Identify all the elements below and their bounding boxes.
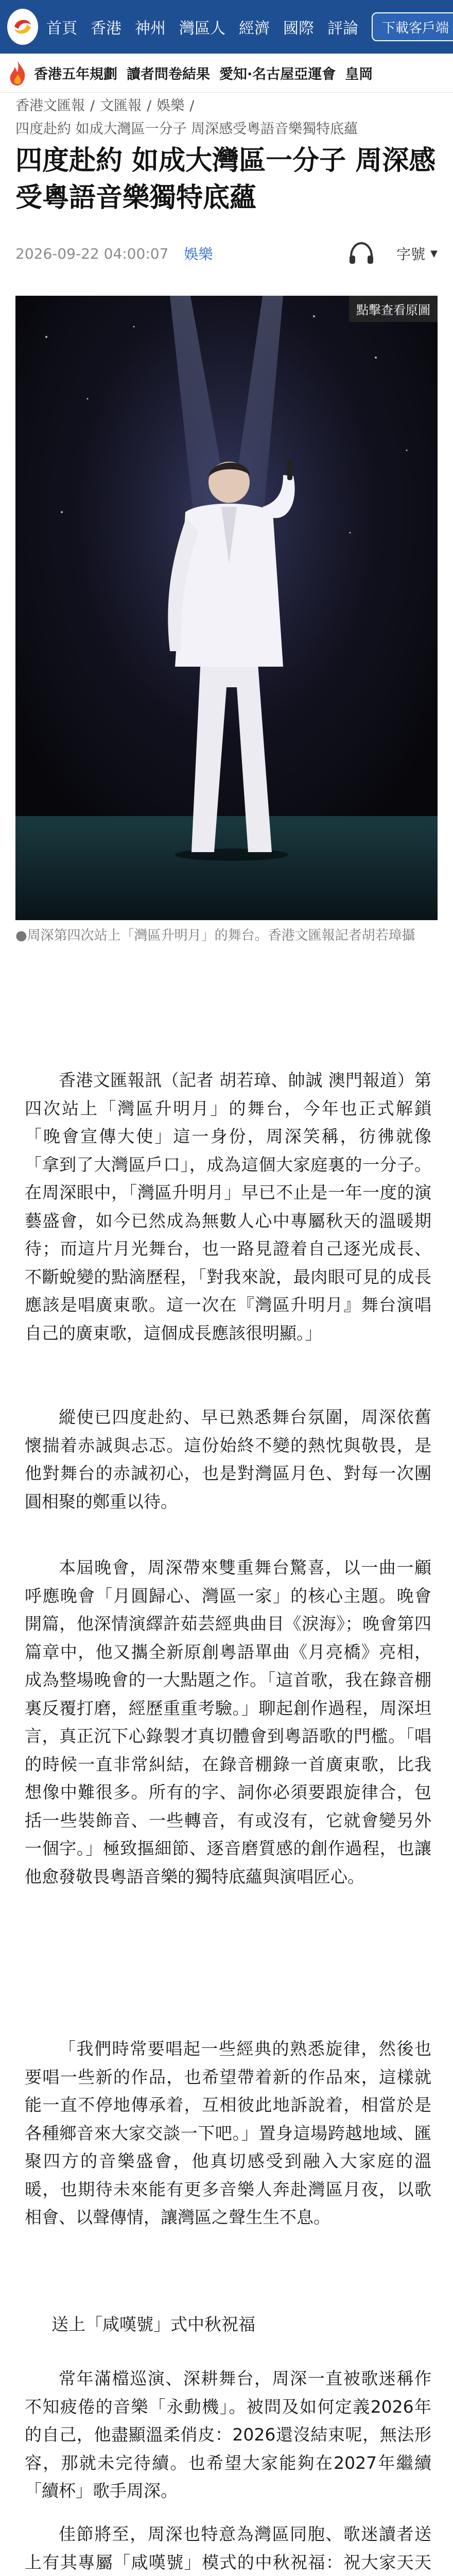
breadcrumb-separator: / [147,98,152,114]
photo-caption: ●周深第四次站上「灣區升明月」的舞台。香港文匯報記者胡若璋攝 [15,928,415,943]
promo-bar [0,54,453,93]
article-paragraph: 佳節將至，周深也特意為灣區同胞、歌迷讀者送上有其專屬「咸嘆號」模式的中秋祝福：祝大家天天 [25,2524,431,2572]
top-nav-bar [0,0,453,54]
promo-item-five-year-plan[interactable]: 香港五年規劃 [34,66,117,82]
article-paragraph: 香港文匯報訊（記者 胡若璋、帥誠 澳門報道）第四次站上「灣區升明月」的舞台，今年也正式解鎖「晚會宣傳大使」這一身份，周深笑稱，彷彿就像「拿到了大灣區戶口」，成為這個大家庭裏的一分子。在周深眼中，「灣區升明月」早已不止是一年一度的演藝盛會，如今已然成為無數人心中專屬秋天的溫暖期待；而這片月光舞台，也一路見證着自己逐光成長、不斷蛻變的點滴歷程，「對我來說，最肉眼可見的成長應該是唱廣東歌。這一次在『灣區升明月』舞台演唱自己的廣東歌，這個成長應該很明顯。」 [25,1070,431,1343]
article-paragraph: 本屆晚會，周深帶來雙重舞台驚喜，以一曲一顧呼應晚會「月圓歸心、灣區一家」的核心主題。晚會開篇，他深情演繹許茹芸經典曲目《淚海》；晚會第四篇章中，他又攜全新原創粵語單曲《月亮橋》亮相，成為整場晚會的一大點題之作。「這首歌，我在錄音棚裏反覆打磨，經歷重重考驗。」聊起創作過程，周深坦言，真正沉下心錄製才真切體會到粵語歌的門檻。「唱的時候一直非常糾結，在錄音棚錄一首廣東歌，比我想像中難很多。所有的字、詞你必須要跟旋律合，包括一些裝飾音、一些轉音，有或沒有，它就會變另外一個字。」極致摳細節、逐音磨質感的創作過程，也讓他愈發敬畏粵語音樂的獨特底蘊與演唱匠心。 [25,1557,431,1887]
article-meta [15,239,438,268]
breadcrumb-separator: / [189,98,195,114]
section-subheading: 送上「咸嘆號」式中秋祝福 [51,2314,255,2334]
promo-item-asian-games[interactable]: 愛知·名古屋亞運會 [219,66,336,82]
promo-item-survey[interactable]: 讀者問卷結果 [127,66,210,82]
breadcrumb-item-wenweipo-hk[interactable]: 香港文匯報 [15,98,85,114]
breadcrumb-item-entertainment[interactable]: 娛樂 [156,98,185,114]
site-logo[interactable] [7,9,38,45]
download-app-button[interactable]: 下載客戶端 [372,12,453,41]
breadcrumb [15,96,199,116]
font-size-button[interactable]: 字號 [396,246,426,263]
view-original-image-button[interactable]: 點擊查看原圖 [349,296,438,322]
breadcrumb-separator: / [90,98,95,114]
nav-item-economy[interactable]: 經濟 [239,20,270,38]
publish-date: 2026-09-22 04:00:07 [15,245,169,262]
nav-item-home[interactable]: 首頁 [46,20,77,38]
wenweipo-logo-icon [7,11,38,42]
flame-icon [7,60,28,87]
nav-item-opinion[interactable]: 評論 [327,20,358,38]
article-paragraph: 縱使已四度赴約、早已熟悉舞台氛圍，周深依舊懷揣着赤誠與忐忑。這份始終不變的熱忱與敬畏，是他對舞台的赤誠初心，也是對灣區月色、對每一次團圓相聚的鄭重以待。 [25,1407,431,1512]
breadcrumb-current-title: 四度赴約 如成大灣區一分子 周深感受粵語音樂獨特底蘊 [15,121,358,137]
nav-item-hongkong[interactable]: 香港 [91,20,121,38]
article-headline: 四度赴約 如成大灣區一分子 周深感受粵語音樂獨特底蘊 [15,145,436,213]
nav-item-china[interactable]: 神州 [135,20,166,38]
article-paragraph: 「我們時常要唱起一些經典的熟悉旋律，然後也要唱一些新的作品，也希望帶着新的作品來，這樣就能一直不停地傳承着，互相彼此地訴說着，相當於是各種鄉音來大家交談一下吧。」置身這場跨越地域、匯聚四方的音樂盛會，他真切感受到融入大家庭的溫暖，也期待未來能有更多音樂人奔赴灣區月夜，以歌相會、以聲傳情，讓灣區之聲生生不息。 [25,2039,431,2227]
promo-item-huanggang[interactable]: 皇岡 [345,66,373,82]
nav-item-bayarea[interactable]: 灣區人 [179,20,225,38]
nav-item-international[interactable]: 國際 [283,20,314,38]
category-link[interactable]: 娛樂 [184,246,213,263]
article-photo[interactable] [15,296,438,920]
headphone-icon[interactable] [347,239,376,268]
concert-stage-image [15,296,438,920]
breadcrumb-item-wenweipo[interactable]: 文匯報 [100,98,142,114]
chevron-down-icon[interactable]: ▼ [430,248,438,259]
article-paragraph: 常年滿檔巡演、深耕舞台，周深一直被歌迷稱作不知疲倦的音樂「永動機」。被問及如何定義2026年的自己，他盡顯溫柔俏皮：2026還沒結束呢，無法形容，那就未完待續。也希望大家能夠在2027年繼續「續杯」歌手周深。 [25,2368,431,2501]
